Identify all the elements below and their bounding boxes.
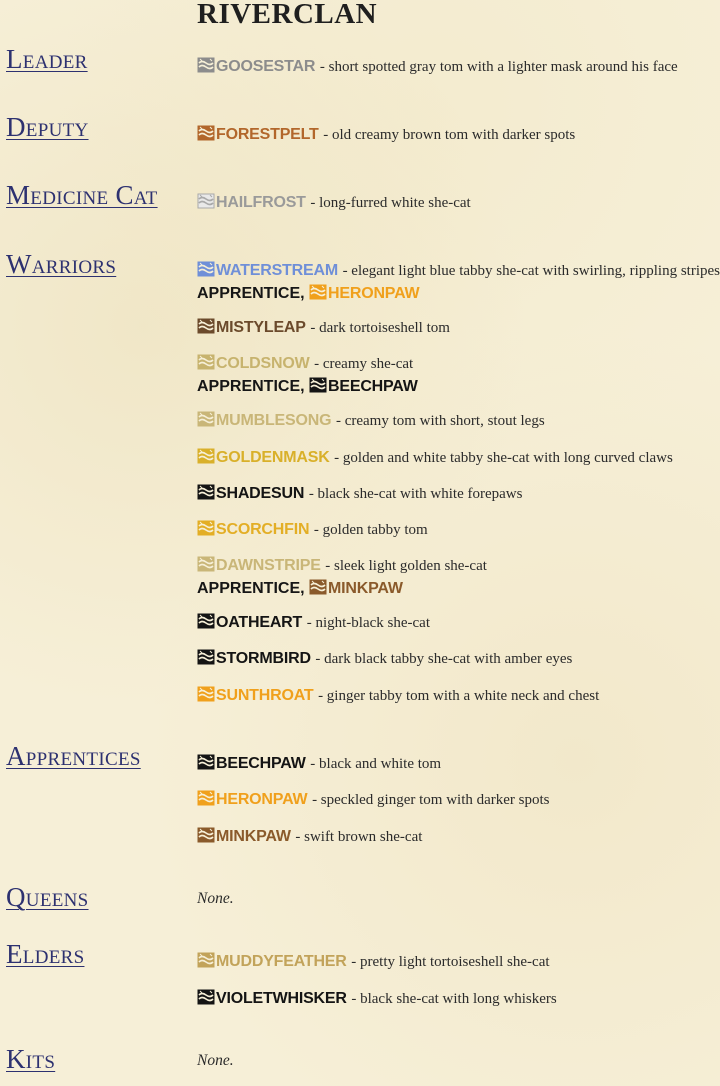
cat-entry-coldsnow (197, 354, 413, 374)
cat-description: - dark tortoiseshell tom (310, 320, 450, 336)
cat-entry-dawnstripe (197, 556, 487, 576)
cat-entry-minkpaw (197, 827, 422, 847)
cat-description: - creamy she-cat (314, 356, 414, 372)
cat-name[interactable]: OATHEART (216, 614, 303, 631)
cat-entry-violetwhisker (197, 989, 557, 1009)
river-clan-icon (197, 613, 215, 629)
cat-name[interactable]: MISTYLEAP (216, 319, 306, 336)
section-label-queens: Queens (6, 882, 89, 912)
cat-entry-forestpelt (197, 125, 575, 145)
apprentice-name[interactable]: HERONPAW (328, 285, 420, 302)
river-clan-icon (197, 649, 215, 665)
cat-name[interactable]: GOLDENMASK (216, 449, 330, 466)
cat-description: - swift brown she-cat (295, 829, 423, 845)
river-clan-icon (197, 125, 215, 141)
river-clan-icon (197, 790, 215, 806)
apprentice-name[interactable]: BEECHPAW (328, 378, 418, 395)
cat-name[interactable]: MINKPAW (216, 828, 291, 845)
cat-description: - black and white tom (310, 756, 442, 772)
cat-description: - pretty light tortoiseshell she-cat (351, 954, 550, 970)
cat-description: - elegant light blue tabby she-cat with swirling, rippling stripes (342, 263, 720, 279)
cat-entry-stormbird (197, 649, 572, 669)
cat-name[interactable]: HAILFROST (216, 194, 306, 211)
cat-description: - night-black she-cat (306, 615, 430, 631)
apprentice-line-waterstream (197, 284, 419, 304)
river-clan-icon (197, 989, 215, 1005)
apprentice-label: APPRENTICE, (197, 580, 310, 597)
cat-name[interactable]: MUMBLESONG (216, 412, 332, 429)
cat-description: - black she-cat with white forepaws (308, 486, 523, 502)
river-clan-icon (309, 284, 327, 300)
queens-none-text: None. (197, 890, 234, 907)
cat-entry-scorchfin (197, 520, 428, 540)
cat-entry-mistyleap (197, 318, 450, 338)
river-clan-icon (197, 754, 215, 770)
cat-name[interactable]: WATERSTREAM (216, 262, 338, 279)
apprentice-label: APPRENTICE, (197, 285, 310, 302)
cat-description: - creamy tom with short, stout legs (335, 413, 545, 429)
apprentice-line-coldsnow (197, 377, 418, 397)
section-label-medicine-cat: Medicine Cat (6, 180, 158, 210)
river-clan-icon (197, 827, 215, 843)
cat-description: - short spotted gray tom with a lighter mask around his face (319, 59, 678, 75)
cat-description: - dark black tabby she-cat with amber eyes (315, 651, 573, 667)
cat-description: - black she-cat with long whiskers (351, 991, 557, 1007)
cat-entry-muddyfeather (197, 952, 550, 972)
cat-name[interactable]: VIOLETWHISKER (216, 990, 347, 1007)
cat-description: - golden and white tabby she-cat with long curved claws (334, 450, 673, 466)
apprentice-label: APPRENTICE, (197, 378, 310, 395)
river-clan-icon (197, 484, 215, 500)
river-clan-icon (197, 57, 215, 73)
section-label-elders: Elders (6, 939, 85, 969)
river-clan-icon (197, 354, 215, 370)
section-label-kits: Kits (6, 1044, 56, 1074)
river-clan-icon (197, 193, 215, 209)
cat-description: - long-furred white she-cat (310, 195, 471, 211)
river-clan-icon (309, 377, 327, 393)
cat-entry-waterstream (197, 261, 720, 281)
cat-entry-beechpaw (197, 754, 441, 774)
page-title: RIVERCLAN (197, 0, 378, 30)
river-clan-icon (197, 261, 215, 277)
apprentice-name[interactable]: MINKPAW (328, 580, 403, 597)
cat-name[interactable]: HERONPAW (216, 791, 308, 808)
apprentice-line-dawnstripe (197, 579, 403, 599)
cat-entry-heronpaw (197, 790, 550, 810)
cat-name[interactable]: DAWNSTRIPE (216, 557, 321, 574)
cat-name[interactable]: GOOSESTAR (216, 58, 316, 75)
cat-name[interactable]: COLDSNOW (216, 355, 310, 372)
cat-name[interactable]: BEECHPAW (216, 755, 306, 772)
river-clan-icon (197, 556, 215, 572)
cat-entry-hailfrost (197, 193, 471, 213)
cat-name[interactable]: SCORCHFIN (216, 521, 310, 538)
river-clan-icon (197, 952, 215, 968)
cat-name[interactable]: MUDDYFEATHER (216, 953, 347, 970)
cat-description: - golden tabby tom (313, 522, 428, 538)
cat-description: - old creamy brown tom with darker spots (323, 127, 576, 143)
cat-entry-mumblesong (197, 411, 545, 431)
river-clan-icon (309, 579, 327, 595)
cat-name[interactable]: SHADESUN (216, 485, 305, 502)
river-clan-icon (197, 318, 215, 334)
cat-entry-sunthroat (197, 686, 599, 706)
cat-entry-oatheart (197, 613, 430, 633)
section-label-deputy: Deputy (6, 112, 89, 142)
river-clan-icon (197, 411, 215, 427)
section-label-leader: Leader (6, 44, 88, 74)
cat-name[interactable]: FORESTPELT (216, 126, 319, 143)
river-clan-icon (197, 448, 215, 464)
section-label-apprentices: Apprentices (6, 741, 141, 771)
river-clan-icon (197, 686, 215, 702)
cat-description: - sleek light golden she-cat (325, 558, 487, 574)
kits-none-text: None. (197, 1052, 234, 1069)
cat-name[interactable]: SUNTHROAT (216, 687, 314, 704)
cat-entry-goldenmask (197, 448, 673, 468)
cat-name[interactable]: STORMBIRD (216, 650, 311, 667)
cat-entry-goosestar (197, 57, 678, 77)
section-label-warriors: Warriors (6, 249, 117, 279)
river-clan-icon (197, 520, 215, 536)
cat-entry-shadesun (197, 484, 522, 504)
cat-description: - ginger tabby tom with a white neck and chest (318, 688, 600, 704)
cat-description: - speckled ginger tom with darker spots (312, 792, 550, 808)
